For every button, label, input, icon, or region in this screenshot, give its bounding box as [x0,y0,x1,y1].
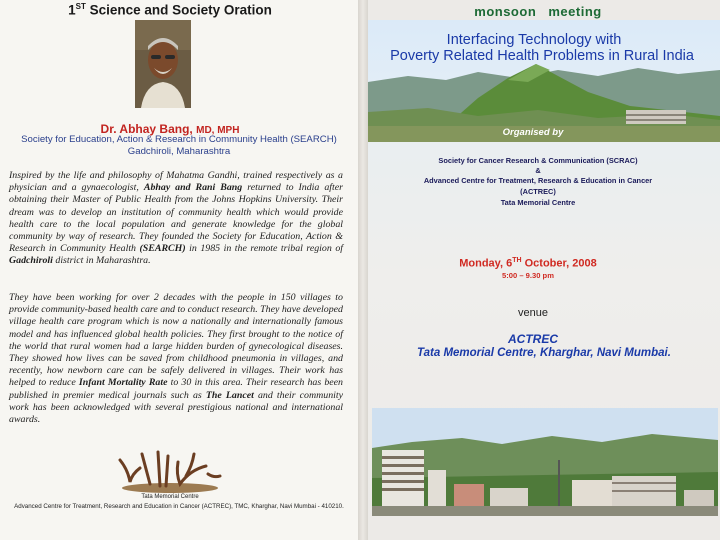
footer-address: Advanced Centre for Treatment, Research and Education in Cancer (ACTREC), TMC, Kharghar, Navi Mumbai - 410210. [14,503,344,510]
bio-emphasis: The Lancet [205,389,254,401]
bio-emphasis: Infant Mortality Rate [78,377,168,389]
speaker-name-text: Dr. Abhay Bang, [100,122,197,136]
page-gutter [358,0,368,540]
meeting-panel [368,0,720,540]
bio-emphasis: Abhay and Rani Bang [143,182,243,194]
meeting-time: 5:00 – 9.30 pm [502,271,554,280]
meeting-heading: monsoon meeting [474,4,602,19]
oration-panel [0,0,358,540]
speaker-degrees: MD, MPH [196,125,240,136]
oration-heading [0,2,340,18]
organizer-actrec-abbr: (ACTREC) [520,187,556,196]
oration-title: Science and Society Oration [85,2,272,18]
organizer-ampersand: & [535,166,541,175]
bio-paragraph-1 [9,170,343,268]
tata-memorial-logo-icon [110,448,230,494]
bio-text: and their community work has been acknowledged with several prestigious national and international awards. [9,389,343,426]
organizer-actrec: Advanced Centre for Treatment, Research & Education in Cancer [423,176,653,185]
venue-name: ACTREC [508,332,558,346]
bio-text: to 30 in this area. Their research has been published in premier medical journals such as [9,377,343,401]
bio-text: Inspired by the life and philosophy of Mahatma Gandhi, trained respectively as a physician and a gynaecologist, [9,170,343,194]
organization-location: Gadchiroli, Maharashtra [127,146,231,157]
speaker-photo [135,20,191,108]
logo-caption: Tata Memorial Centre [141,494,199,500]
organizer-scrac: Society for Cancer Research & Communication (SCRAC) [438,156,638,165]
meeting-title-line-1: Interfacing Technology with [446,32,622,48]
organizer-tmc: Tata Memorial Centre [500,198,576,207]
bio-paragraph-2 [9,292,343,426]
bio-emphasis: Gadchiroli [9,255,53,267]
oration-ordinal-suffix: ST [75,2,86,11]
oration-ordinal: 1 [68,2,76,18]
date-day: Monday, 6 [459,257,513,270]
bio-text: in 1985 in the remote tribal region of [185,243,343,255]
campus-photo [372,408,718,516]
speaker-organization [0,134,358,158]
meeting-title-line-2: Poverty Related Health Problems in Rural India [390,48,694,64]
date-ordinal-suffix: TH [512,257,522,264]
meeting-date [368,257,688,270]
bio-text: district in Maharashtra. [52,255,151,267]
venue-address: Tata Memorial Centre, Kharghar, Navi Mumbai. [417,347,671,359]
bio-text: They have been working for over 2 decades with the people in 150 villages to provide community-based health care and to conduct research. They have developed village health care program which is now a nationally and internationally famous model and has influenced global health policies. They first brought to the notice of the world that rural women had a large hidden burden of gynecological diseases. They showed how lives can be saved from childhood pneumonia in villages, and recently, how newborn care can be safely delivered in villages. Their work has helped to reduce [9,292,343,389]
date-month-year: October, 2008 [521,257,597,270]
bio-emphasis: (SEARCH) [139,243,186,255]
bio-text: returned to India after obtaining their Master of Public Health from the Johns Hopkins University. Their dream was to develop an institution of community health which would provide health care to the local population and generate knowledge for the global community by way of research. They founded the Society for Education, Action & Research in Community Health [9,182,343,255]
venue-label: venue [518,307,548,319]
organised-by-label: Organised by [502,127,564,138]
organization-name: Society for Education, Action & Research in Community Health (SEARCH) [21,134,337,145]
